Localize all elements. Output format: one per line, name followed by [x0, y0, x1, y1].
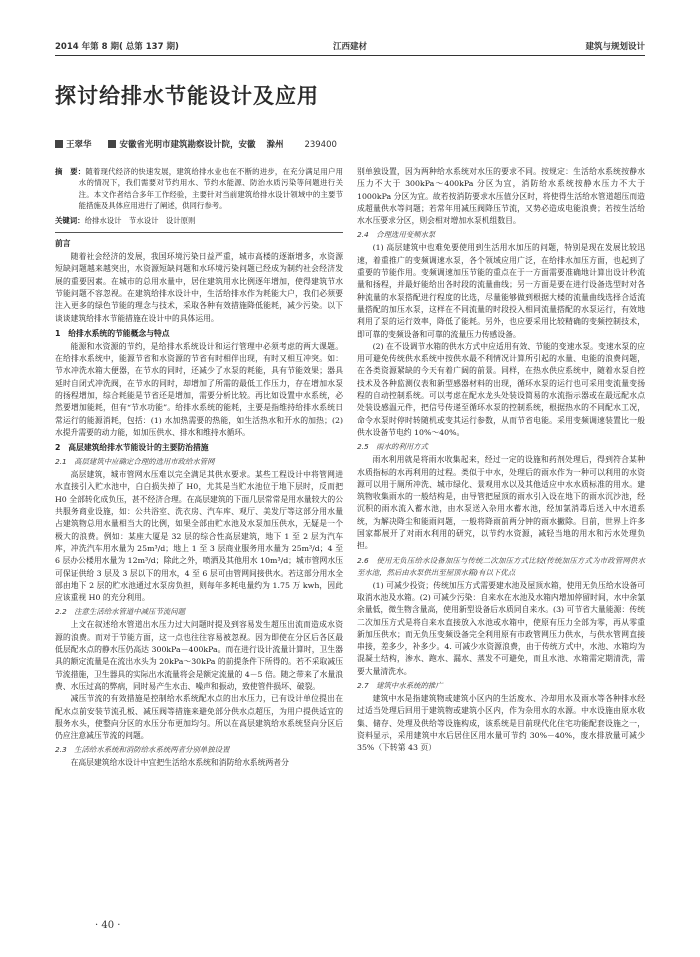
keywords — [55, 215, 343, 226]
section-name: 建筑与规划设计 — [585, 42, 645, 52]
journal-name: 江西建材 — [332, 42, 367, 52]
section-2-7-paragraph: 建筑中水是指建筑物或建筑小区内的生活废水、冷却用水及雨水等各种排水经过适当处理后回用于建筑物或建筑小区内，作为杂用水的水源。中水设施由原水收集、储存、处理及供给等设施构成，该系统是目前现代化住宅功能配套设施之一，资料显示，采用建筑中水后居住区用水量可节约 30%－40%，废水排放量可减少 35%（下转第 43 页） — [357, 693, 645, 753]
section-2-7-heading: 2.7 建筑中水系统的推广 — [357, 680, 443, 690]
abstract-text: 随着现代经济的快速发展，建筑给排水业也在不断的进步，在充分满足用户用水的情况下，我们需要对节约用水、节约水能源、防治水质污染等问题进行关注。本文作者结合多年工作经验，主要针对当前建筑给排水设计领域中的主要节能措施及具体应用进行了阐述，供同行参考。 — [78, 167, 343, 211]
square-bullet-icon — [108, 140, 116, 148]
section-2-3-heading: 2.3 生活给水系统和消防给水系统两者分别单独设置 — [55, 745, 230, 755]
two-column-body — [55, 166, 645, 911]
section-2-6-heading: 2.6 使用无负压给水设备加压与传统二次加压方式比较(传统加压方式为市政管网供水至水池，然后由水泵供出至屋顶水箱)有以下优点 — [357, 555, 645, 577]
section-2-2-heading: 2.2 注意生活给水管道中减压节流问题 — [55, 607, 186, 617]
author-city: 滁州 — [266, 140, 284, 150]
section-2-2-paragraph-1: 上文在叙述给水管道出水压力过大问题时提及到容易发生超压出流而造成水资源的浪费。而对于节能方面，这一点也往往容易被忽视。因为即使在分区后各区最低层配水点的静水压仍高达 300kPa－400kPa。而在进行设计流量计算时，卫生器具的额定流量是在流出水头为 20kPa～30kPa 的前提条件下所得的。若不采取减压节流措施，卫生器具的实际出水流量将会是额定流量的 4－5 倍。随之带来了水量浪费、水压过高的弊病，同时易产生水击、噪声和振动，致使管件损坏、破裂。 — [55, 620, 343, 691]
section-2-5-paragraph: 雨水利用就是将雨水收集起来，经过一定的设施和药剂处理后，得到符合某种水质指标的水再利用的过程。类似于中水，处理后的雨水作为一种可以利用的水资源可以用于厕所冲洗、城市绿化、景观用水以及其他适应中水水质标准的用水。建筑物收集雨水的一般结构是，由导管把屋顶的雨水引入设在地下的雨水沉沙池，经沉积的雨水流入蓄水池，由水泵送入杂用水蓄水池，经加氯消毒后送入中水道系统，为解决降尘和能雨问题，一般将降雨前两分钟的雨水撇除。目前，世界上许多国家都展开了对雨水利用的研究，以节约水资源，减轻当地的用水和污水处理负担。 — [357, 455, 645, 551]
section-2-3-paragraph: 在高层建筑给水设计中宜把生活给水系统和消防给水系统两者分 — [70, 758, 289, 768]
keywords-label: 关键词： — [55, 215, 85, 225]
left-column — [55, 166, 343, 911]
continued-paragraph: 别单独设置，因为两种给水系统对水压的要求不同。按规定：生活给水系统按静水压力不大于 300kPa～400kPa 分区为宜，消防给水系统按静水压力不大于 1000kPa 分区为宜。故若按消防要求水压值分区时，将使得生活给水管道超压而造成超量供水等问题；若常年用减压阀降压节流，又势必造成电能浪费；若按生活给水水压要求分区，则会相对增加水泵机组数目。 — [357, 167, 645, 226]
right-column — [357, 166, 645, 911]
header-divider — [55, 55, 645, 56]
page-number: · 40 · — [95, 920, 121, 931]
section-2-heading: 2 高层建筑给排水节能设计的主要防治措施 — [55, 443, 209, 453]
author-affiliation: 安徽省光明市建筑勘察设计院，安徽 — [119, 140, 256, 150]
intro-heading: 前言 — [55, 239, 71, 249]
section-2-4-paragraph-2: (2) 在不设调节水箱的供水方式中应适用有效、节能的变速水泵。变速水泵的应用可避免传统供水系统中按供水最不利情况计算所引起的水量、电能的浪费问题，在各类资源紧缺的今天有着广阔的前景。同样，在热水供应系统中，随着水泵自控技术及各种监测仪表和新型感器材料的出现，循环水泵的运行也可采用变流量变扬程的自动控制系统。可以考虑在配水龙头处装设简易的水流指示器或在最远配水点处装设感温元件，把信号传递至循环水泵的控制系统，根据热水的不同配水工况，命令水泵时停时转随机或变其运行参数，从而节省电能。采用变频调速装置比一般供水设备节电约 10%～40%。 — [357, 341, 645, 437]
abstract-divider — [55, 232, 343, 233]
article-title: 探讨给排水节能设计及应用 — [55, 84, 319, 108]
section-2-2-paragraph-2: 减压节流的有效措施是控制给水系统配水点的出水压力，已有设计单位提出在配水点前安装节流孔板、减压阀等措施来避免部分供水点超压，为用户提供适宜的服务水头，使整向分区的水压分布更加均匀。所以在高层建筑给水系统竖向分区后仍应注意减压节流的问题。 — [55, 694, 343, 741]
section-2-6-paragraph: (1) 可减少投资；传统加压方式需要建水池及屋顶水箱，使用无负压给水设备可取消水池及水箱。(2) 可减少污染：自来水在水池及水箱内增加停留时间，水中余氯余量低，微生物含量高，使用新型设备后水质同自来水。(3) 可节省大量能源：传统二次加压方式是将自来水直接放入水池或水箱中，使原有压力全部为零，再从零重新加压供水；而无负压变频设备完全利用原有市政管网压力供水，与供水管网直接串接，差多少，补多少。4. 可减少水资源浪费，由于传统方式中，水池、水箱均为混凝土结构，渗水、跑水、漏水、蒸发不可避免，而且水池、水箱需定期清洗，需要大量清洗水。 — [357, 580, 645, 676]
section-1-paragraph: 能源和水资源的节约，是给排水系统设计和运行管理中必须考虑的两大课题。在给排水系统中，能源节省和水资源的节省有时相伴出现，有时又相互冲突。如：节水冲洗水箱大便器，在节水的同时，还减少了水泵的耗能，具有节能效果；器具延时自闭式冲洗阀，在节水的同时，却增加了所需的最低工作压力，存在增加水泵的扬程增加，综合耗能是节省还是增加，需要分析比较。再比如设置中水系统，必然要增加能耗，但有“节水功能”。给排水系统的能耗，主要是指维持给排水系统日常运行的能源消耗，包括：(1) 水加热需要的热能，如生活热水和开水的加热；(2) 水提升需要的动力能，如加压供水、排水和维持水循环。 — [55, 341, 343, 437]
abstract-label: 摘 要： — [55, 167, 86, 176]
running-header — [55, 40, 645, 54]
issue-info: 2014 年第 8 期( 总第 137 期) — [55, 42, 179, 52]
section-2-4-heading: 2.4 合理选用变频水泵 — [357, 230, 436, 240]
section-2-4-paragraph-1: (1) 高层建筑中也难免要使用到生活用水加压的问题，特别是现在发展比较迅速，着重推广的变频调速水泵，各个领域应用广泛，在给排水加压方面，也起到了重要的节能作用。变频调速加压节能的重点在于一方面需要准确地计算出设计秒流量和扬程，并最好能给出各时段的流量曲线；另一方面是要在进行设备选型时对各种流量的水泵搭配进行程度的比选，尽量能够做到根据大楼的流量曲线选择合适流量搭配的加压水泵，这样在不同流量的时段投入相同流量搭配的水泵运行，有效地利用了泵的运行效率，降低了能耗。另外，也应要采用比较精确的变频控制技术，即可靠的变频设备和可靠的流量压力传感设备。 — [357, 243, 645, 339]
square-bullet-icon — [55, 140, 63, 148]
author-name: 王翠华 — [66, 140, 92, 150]
section-2-1-paragraph: 高层建筑，城市管网水压难以完全满足其供水要求。某些工程设计中将管网进水直接引入贮水池中，白白损失掉了 H0，尤其是当贮水池位于地下层时，反而把 H0 全部转化成负压，甚不经济合理。在高层建筑的下面几层常常是用水量较大的公共服务商业设施，如：公共浴室、洗衣房、汽车库、观厅、美发厅等这部分用水量占建筑物总用水量相当大的比例，如果全部由贮水池及水泵加压供水，无疑是一个极大的浪费。例如：某座大厦是 32 层的综合性高层建筑，地下 1 至 2 层为汽车库，冲洗汽车用水量为 25m³/d；地上 1 至 3 层商业服务用水量为 25m³/d；4 至 6 层办公楼用水量为 12m³/d；除此之外，喷洒及其他用水 10m³/d；城市管网水压可保证供给 3 层及 3 层以下的用水，4 至 6 层可由管网间接供水。若这部分用水全部由地下 2 层的贮水池通过水泵房负担，则每年多耗电量约为 1.75 万 kwh，因此应该重视 H0 的充分利用。 — [55, 470, 343, 603]
section-1-heading: 1 给排水系统的节能概念与特点 — [55, 328, 170, 338]
section-2-5-heading: 2.5 雨水的利用方式 — [357, 442, 428, 452]
section-2-1-heading: 2.1 高层建筑中应确定合理的选用市政给水管网 — [55, 457, 215, 467]
author-postcode: 239400 — [304, 140, 337, 150]
keywords-text: 给排水设计 节水设计 设计原则 — [84, 215, 196, 225]
author-line — [55, 138, 337, 150]
abstract — [55, 166, 343, 212]
intro-paragraph: 随着社会经济的发展，我国环境污染日益严重，城市高楼的逐渐增多，水资源短缺问题越来越突出，水资源短缺问题和水环境污染问题已经成为制约社会经济发展的重要因素。在城市的总用水量中，居住建筑用水比例逐年增加，使得建筑节水节能问题不容忽视。在建筑给排水设计中，生活给排水作为耗能大户，我们必须要注入更多的绿色节能的理念与技术，采取各种有效措施降低能耗，减少污染。以下谈谈建筑给排水节能措施在设计中的具体运用。 — [55, 252, 343, 323]
